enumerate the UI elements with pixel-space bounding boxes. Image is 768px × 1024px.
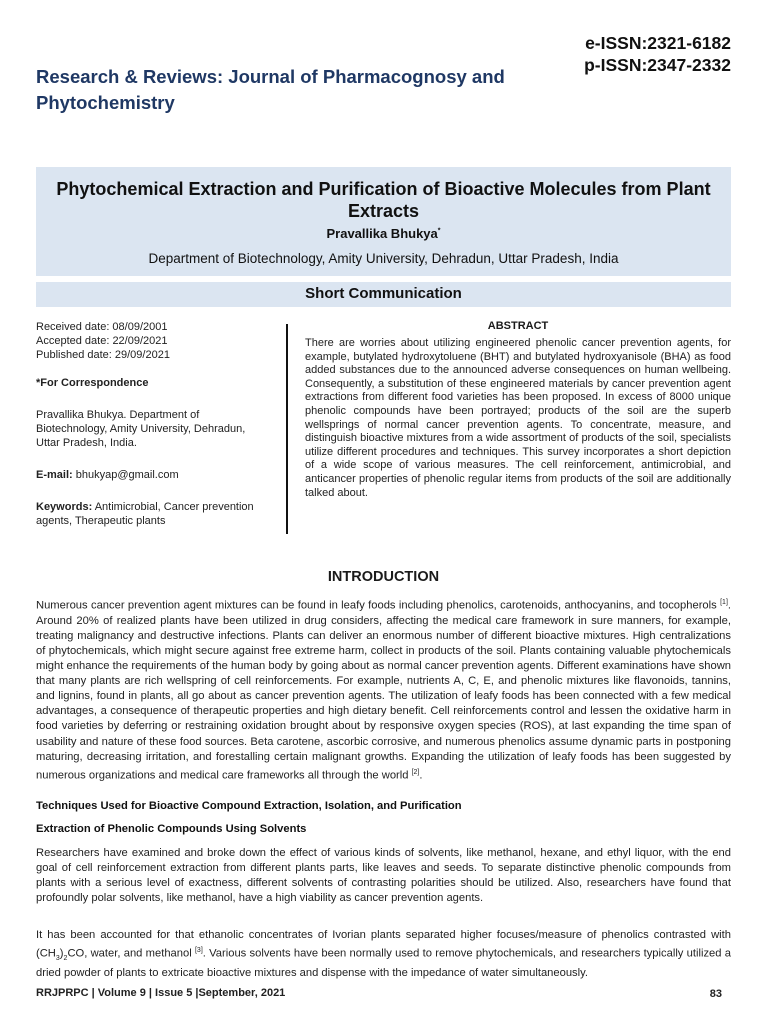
- footer-citation: RRJPRPC | Volume 9 | Issue 5 |September, 2021: [36, 987, 286, 999]
- pissn: p-ISSN:2347-2332: [584, 55, 731, 75]
- extraction-paragraph: Researchers have examined and broke down the effect of various kinds of solvents, like methanol, hexane, and ethyl liquor, with the end goal of cell reinforcement extraction from different plants parts, like leaves and seeds. To separate distinctive phenolic compounds from plants with a serious level of exactness, different solvents of contrasting polarities should be utilized. Also, researchers have found that profoundly polar solvents, like methanol, have a high viability as cancer prevention agents.: [36, 847, 731, 905]
- correspondence-label: *For Correspondence: [36, 377, 149, 389]
- received-date: Received date: 08/09/2001: [36, 321, 168, 333]
- meta-column: [36, 320, 268, 528]
- abstract-heading: ABSTRACT: [487, 320, 549, 332]
- email-line: [36, 468, 268, 482]
- issn-block: [584, 32, 731, 76]
- abstract-text: There are worries about utilizing engineered phenolic cancer prevention agents, for example, butylated hydroxytoluene (BHT) and butylated hydroxyanisole (BHA) as food added substances due to the announced adverse consequences on human wellbeing. Consequently, a substitution of these engineered materials by cancer prevention agent extractions from different food varieties has been proposed. In excess of 8000 unique phenolic compounds have been portrayed; products of the soil are the superb wellsprings of normal cancer prevention agents. To concentrate, measure, and distinguish bioactive mixtures from a wide assortment of products of the soil, specialists utilize different procedures and techniques. This survey incorporates a short depiction of a wide scope of various measures. The cell reinforcement, antimicrobial, and anticancer properties of phenolic regular items from products of the soil are additionally talked about.: [305, 337, 731, 499]
- ref-1: [1]: [720, 599, 728, 606]
- accepted-date: Accepted date: 22/09/2021: [36, 335, 168, 347]
- author-name: Pravallika Bhukya: [326, 226, 438, 241]
- intro-text-a: Numerous cancer prevention agent mixtures can be found in leafy foods including phenolics, carotenoids, anthocyanins, and tocopherols: [36, 599, 717, 612]
- keywords-label: Keywords:: [36, 501, 93, 513]
- intro-heading: INTRODUCTION: [327, 569, 440, 585]
- ref-2: [2]: [411, 768, 420, 776]
- intro-paragraph: [36, 595, 731, 784]
- journal-title: Research & Reviews: Journal of Pharmacognosy and Phytochemistry: [36, 66, 505, 113]
- eth-sub-2: 2: [63, 955, 68, 963]
- published-date: Published date: 29/09/2021: [36, 349, 170, 361]
- ref-3: [3]: [194, 947, 203, 955]
- eth-sub-1: 3: [55, 955, 60, 963]
- eth-text-d: . Various solvents have been normally used to remove phytochemicals, and researchers typically utilized a dried powder of plants to extricate bioactive mixtures and dispense with the impedance of water simultaneously.: [36, 947, 731, 980]
- eth-text-a: It has been accounted for that ethanolic concentrates of Ivorian plants separated higher focuses/measure of phenolics contrasted with (CH: [36, 929, 731, 960]
- email: bhukyap@gmail.com: [75, 469, 179, 481]
- correspondence-text: Pravallika Bhukya. Department of Biotechnology, Amity University, Dehradun, Uttar Pradesh, India.: [36, 409, 246, 449]
- keywords: Antimicrobial, Cancer prevention agents, Therapeutic plants: [36, 501, 254, 527]
- intro-text-c: .: [419, 769, 423, 782]
- email-label: E-mail:: [36, 469, 73, 481]
- keywords-line: [36, 500, 268, 528]
- intro-text-b: . Around 20% of realized plants have been utilized in drug considers, affecting the medical care framework in sure manners, for example, treating malignancy and destructive infections. Plants can deliver an enormous number of different bioactive mixtures. High centralizations of phytochemicals, which might secure against free extreme harm, collect in products of the soil. Plants containing valuable phytochemicals might enhance the requirements of the human body by going about as normal cancer prevention agents. Different examinations have shown that many plants are rich wellspring of cell reinforcements. For example, nutrients A, C, E, and phenolic mixtures like flavonoids, tannins, and lignins, found in plants, all go about as cancer prevention agents. The utilization of leafy foods has been connected with a few medical advantages, a consequence of therapeutic properties and high dietary benefit. Cell reinforcements control and lessen the oxidative harm in food varieties by deferring or restraining oxidation brought about by responsive oxygen species (ROS), at last expanding the time span of usability and nature of these food sources. Beta carotene, ascorbic corrosive, and numerous phenolics assume dynamic parts in postponing maturing, decreasing irritation, and forestalling certain malignant growths. Expanding the utilization of leafy foods has been suggested by numerous organizations and medical care frameworks all through the world: [36, 599, 732, 782]
- section-heading-extraction: Extraction of Phenolic Compounds Using Solvents: [36, 823, 307, 835]
- article-type: Short Communication: [305, 285, 462, 302]
- eth-text-c: CO, water, and methanol: [67, 947, 192, 960]
- author: [36, 226, 731, 241]
- article-title: Phytochemical Extraction and Purification of Bioactive Molecules from Plant Extracts: [56, 179, 711, 221]
- eth-text-b: ): [59, 947, 64, 960]
- page-number: 83: [709, 988, 722, 1000]
- column-divider: [286, 324, 288, 534]
- eissn: e-ISSN:2321-6182: [585, 33, 731, 53]
- section-heading-techniques: Techniques Used for Bioactive Compound Extraction, Isolation, and Purification: [36, 800, 462, 812]
- author-mark: *: [437, 227, 441, 235]
- ethanolic-paragraph: [36, 928, 731, 981]
- affiliation: Department of Biotechnology, Amity University, Dehradun, Uttar Pradesh, India: [148, 251, 619, 266]
